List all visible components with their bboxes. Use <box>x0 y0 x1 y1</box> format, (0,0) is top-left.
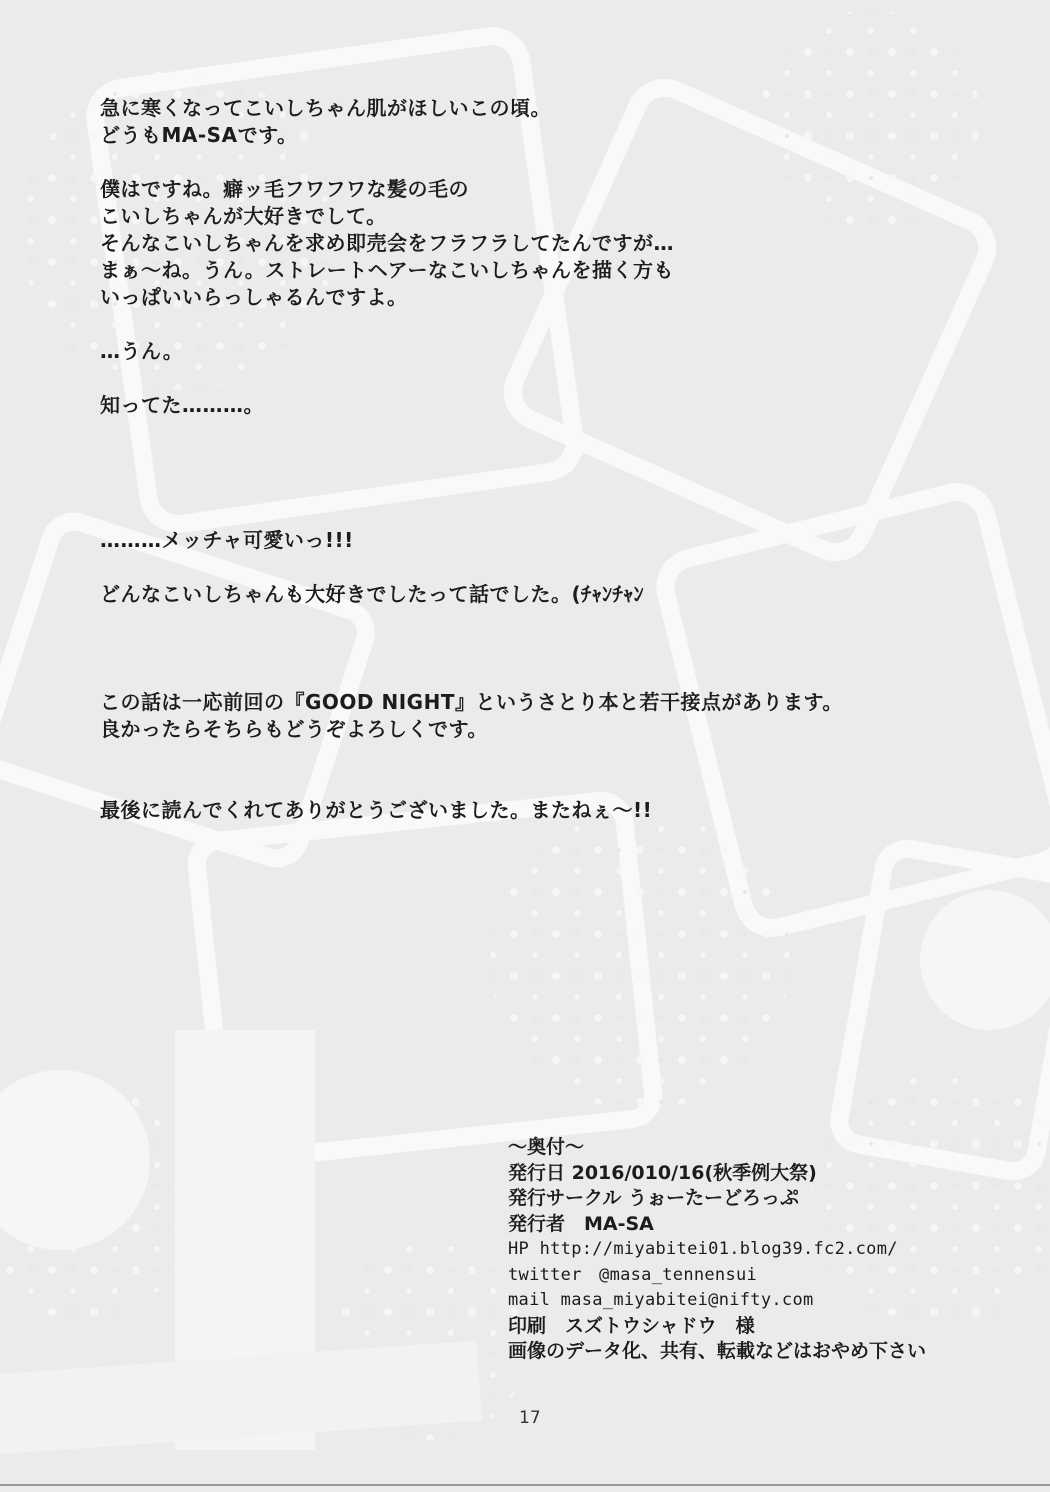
afterword-line: 急に寒くなってこいしちゃん肌がほしいこの頃。 <box>100 96 551 120</box>
afterword-line: …うん。 <box>100 339 184 363</box>
colophon <box>508 1135 1008 1365</box>
afterword-line: そんなこいしちゃんを求め即売会をフラフラしてたんですが… <box>100 231 674 255</box>
colophon-homepage: HP http://miyabitei01.blog39.fc2.com/ <box>508 1239 898 1259</box>
colophon-publisher: 発行者 MA-SA <box>508 1212 654 1235</box>
afterword-line: 良かったらそちらもどうぞよろしくです。 <box>100 717 488 741</box>
page-bottom-edge <box>0 1484 1050 1486</box>
afterword-line: 最後に読んでくれてありがとうございました。またねぇ～!! <box>100 798 653 822</box>
afterword-text <box>100 95 920 824</box>
afterword-line: 知ってた………。 <box>100 393 264 417</box>
colophon-twitter: twitter @masa_tennensui <box>508 1264 758 1285</box>
colophon-circle: 発行サークル うぉーたーどろっぷ <box>508 1187 800 1209</box>
afterword-line: いっぱいいらっしゃるんですよ。 <box>100 285 408 309</box>
colophon-printer: 印刷 スズトウシャドウ 様 <box>508 1314 755 1337</box>
afterword-line: どんなこいしちゃんも大好きでしたって話でした。(ﾁｬﾝﾁｬﾝ <box>100 582 645 606</box>
colophon-date: 発行日 2016/010/16(秋季例大祭) <box>508 1161 817 1184</box>
page-number: 17 <box>519 1408 541 1428</box>
colophon-notice: 画像のデータ化、共有、転載などはおやめ下さい <box>508 1340 927 1362</box>
afterword-line: こいしちゃんが大好きでして。 <box>100 204 387 228</box>
colophon-heading: ～奥付～ <box>508 1136 585 1158</box>
afterword-line: まぁ～ね。うん。ストレートヘアーなこいしちゃんを描く方も <box>100 258 674 282</box>
afterword-line: ………メッチャ可愛いっ!!! <box>100 528 354 552</box>
colophon-mail: mail masa_miyabitei@nifty.com <box>508 1290 814 1310</box>
afterword-line: どうもMA-SAです。 <box>100 123 298 147</box>
afterword-line: 僕はですね。癖ッ毛フワフワな髪の毛の <box>100 177 469 201</box>
afterword-line: この話は一応前回の『GOOD NIGHT』というさとり本と若干接点があります。 <box>100 690 843 714</box>
